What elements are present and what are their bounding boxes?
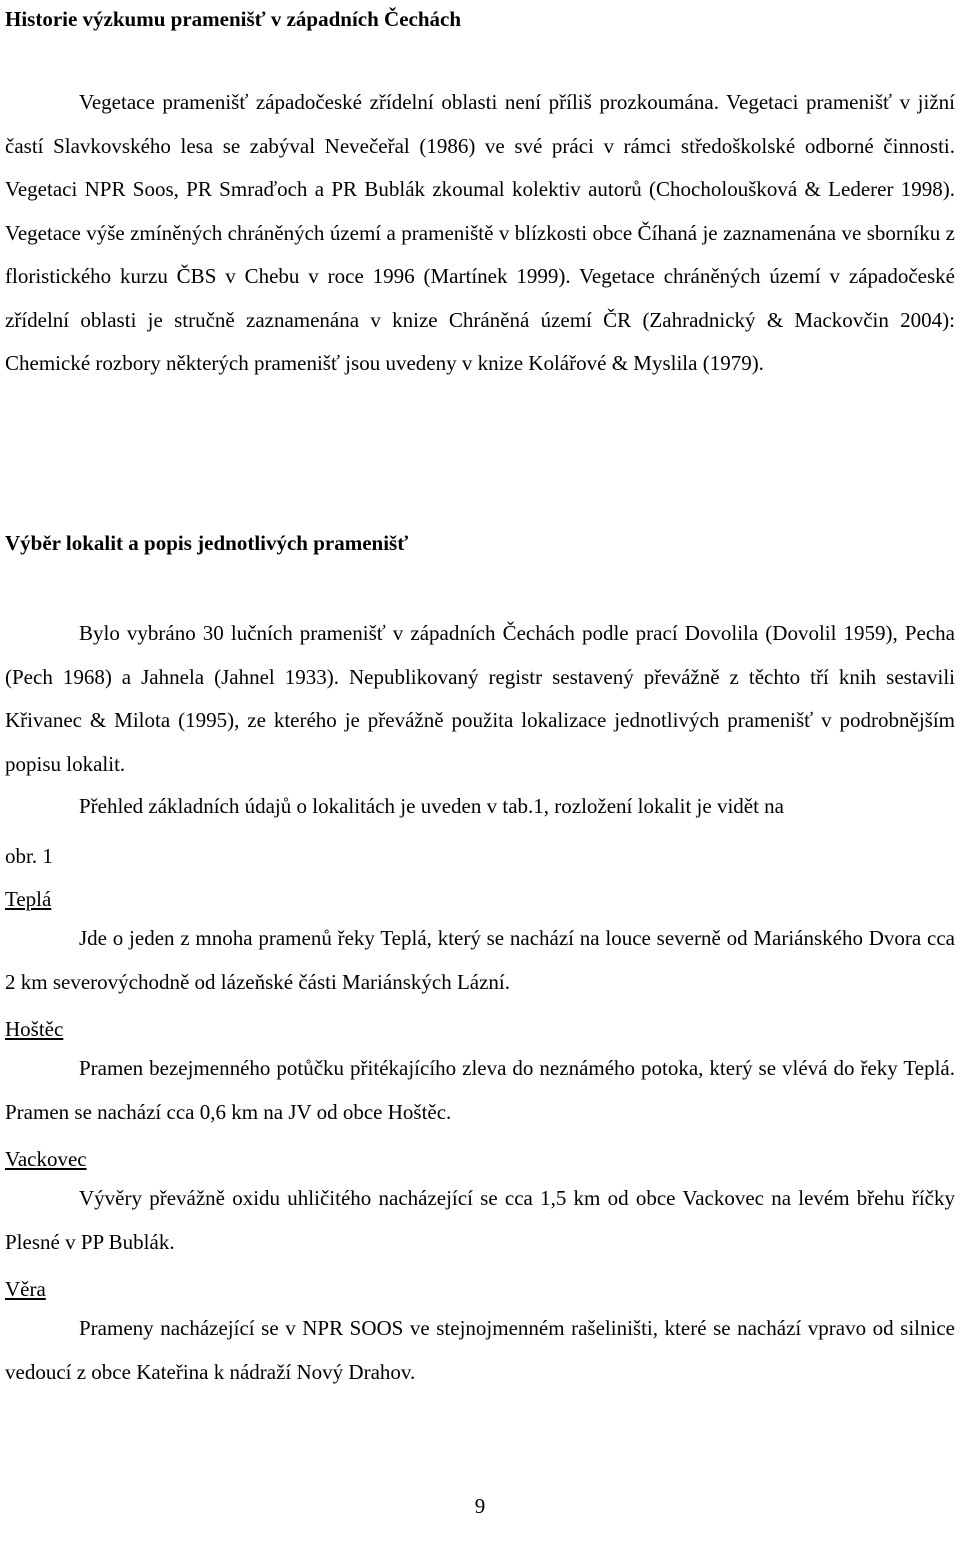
overview-continuation: obr. 1 — [5, 844, 53, 868]
overview-line: Přehled základních údajů o lokalitách je uveden v tab.1, rozložení lokalit je vidět na — [79, 794, 785, 818]
heading-history: Historie výzkumu pramenišť v západních Čechách — [5, 7, 462, 31]
locality-name-vackovec: Vackovec — [5, 1147, 87, 1171]
locality-name-tepla: Teplá — [5, 887, 52, 911]
locality-name-hostec: Hoštěc — [5, 1017, 64, 1041]
locality-description-vera: Prameny nacházející se v NPR SOOS ve stejnojmenném rašeliništi, které se nachází vpravo od silnice vedoucí z obce Kateřina k nádraží Nový Drahov. — [5, 1316, 955, 1384]
heading-selection: Výběr lokalit a popis jednotlivých pramenišť — [5, 531, 409, 555]
locality-description-tepla: Jde o jeden z mnoha pramenů řeky Teplá, který se nachází na louce severně od Mariánského Dvora cca 2 km severovýchodně od lázeňské části Mariánských Lázní. — [5, 926, 955, 994]
history-paragraph: Vegetace pramenišť západočeské zřídelní oblasti není příliš prozkoumána. Vegetaci pramenišť v jižní častí Slavkovského lesa se zabýval Nevečeřal (1986) ve své práci v rámci středoškolské odborné činnosti. Vegetaci NPR Soos, PR Smraďoch a PR Bublák zkoumal kolektiv autorů (Chocholoušková & Lederer 1998). Vegetace výše zmíněných chráněných území a prameniště v blízkosti obce Číhaná je zaznamenána ve sborníku z floristického kurzu ČBS v Chebu v roce 1996 (Martínek 1999). Vegetace chráněných území v západočeské zřídelní oblasti je stručně zaznamenána v knize Chráněná území ČR (Zahradnický & Mackovčin 2004): Chemické rozbory některých pramenišť jsou uvedeny v knize Kolářové & Myslila (1979). — [5, 90, 955, 375]
locality-name-vera: Věra — [5, 1277, 46, 1301]
selection-paragraph: Bylo vybráno 30 lučních pramenišť v západních Čechách podle prací Dovolila (Dovolil 1959), Pecha (Pech 1968) a Jahnela (Jahnel 1933). Nepublikovaný registr sestavený převážně z těchto tří knih sestavili Křivanec & Milota (1995), ze kterého je převážně použita lokalizace jednotlivých pramenišť v podrobnějším popisu lokalit. — [5, 621, 955, 776]
locality-description-hostec: Pramen bezejmenného potůčku přitékajícího zleva do neznámého potoka, který se vlévá do řeky Teplá. Pramen se nachází cca 0,6 km na JV od obce Hoštěc. — [5, 1056, 955, 1124]
locality-description-vackovec: Vývěry převážně oxidu uhličitého nacházející se cca 1,5 km od obce Vackovec na levém břehu říčky Plesné v PP Bublák. — [5, 1186, 955, 1254]
page-number: 9 — [474, 1494, 486, 1518]
